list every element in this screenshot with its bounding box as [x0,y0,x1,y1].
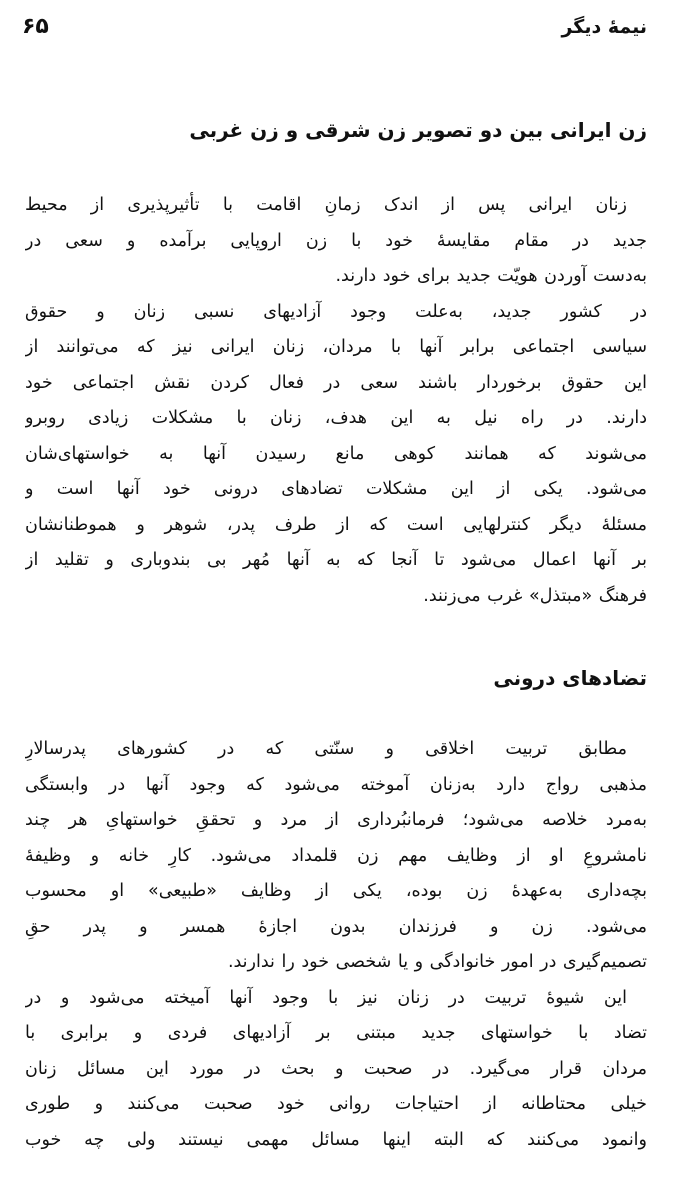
text-line: دارند. در راه نیل به این هدف، زنان با مشکلات زیادی روبرو [25,408,647,428]
text-line: جدید در مقام مقایسهٔ خود با زن اروپایی برآمده و سعی در [25,230,647,251]
text-line: سیاسی اجتماعی برابر آنها با مردان، زنان ایرانی نیز که می‌توانند از [25,337,647,357]
text-line: مردان قرار می‌گیرد. در صحبت و بحث در مورد این مسائل زنان [25,1058,647,1079]
text-line: این شیوهٔ تربیت در زنان نیز با وجود آنها آمیخته می‌شود و در [25,987,627,1008]
page-number: ۶۵ [22,14,49,39]
text-line: فرهنگ «مبتذل» غرب می‌زنند. [423,585,647,606]
text-line: تضاد با خواستهای جدید مبتنی بر آزادیهای فردی و برابری با [25,1023,647,1043]
text-line: می‌شوند که همانند کوهی مانع رسیدن آنها به خواستهای‌شان [25,443,647,464]
text-line: بچه‌داری به‌عهدهٔ زن بوده، یکی از وظایف «طبیعی» او محسوب [25,881,647,901]
text-line: خیلی محتاطانه از احتیاجات روانی خود صحبت می‌کنند و طوری [25,1094,647,1114]
text-line: وانمود می‌کنند که البته اینها مسائل مهمی نیستند ولی چه خوب [25,1129,647,1150]
text-line: نامشروعِ او از وظایف مهم زن قلمداد می‌شود. کارِ خانه و وظیفهٔ [25,845,647,866]
text-line: این حقوق برخوردار باشند سعی در فعال کردن نقش اجتماعی خود [25,372,647,393]
section-heading-1 [25,118,647,142]
text-line: به‌دست آوردن هویّت جدید برای خود دارند. [335,266,647,286]
section-heading-text: زن ایرانی بین دو تصویر زن شرقی و زن غربی [189,118,647,142]
text-line: به‌مرد خلاصه می‌شود؛ فرمانبُرداری از مرد و تحققِ خواستهایِ هر چند [25,810,647,830]
section-1-body [25,188,647,614]
text-line: می‌شود. یکی از این مشکلات تضادهای درونی خود آنها است و [25,479,647,499]
section-heading-2 [25,666,647,690]
text-line: می‌شود. زن و فرزندان بدون اجازهٔ همسر و پدر حقِ [25,916,647,937]
section-heading-text: تضادهای درونی [493,666,647,690]
running-title: نیمهٔ دیگر [561,16,647,38]
text-line: مسئلهٔ دیگر کنترلهایی است که از طرف پدر، شوهر و هموطنانشان [25,514,647,535]
text-line: مذهبی رواج دارد به‌زنان آموخته می‌شود که وجود آنها در وابستگی [25,774,647,795]
section-2-body [25,732,647,1158]
text-line: در کشور جدید، به‌علت وجود آزادیهای نسبی زنان و حقوق [25,301,647,322]
text-line: تصمیم‌گیری در امور خانوادگی و یا شخصی خود را ندارند. [227,952,647,972]
text-line: بر آنها اعمال می‌شود تا آنجا که به آنها مُهر بی بندوباری و تقلید از [25,550,647,570]
text-line: زنان ایرانی پس از اندک زمانِ اقامت با تأثیرپذیری از محیط [25,195,627,215]
text-line: مطابق تربیت اخلاقی و سنّتی که در کشورهای پدرسالارِ [25,739,627,759]
